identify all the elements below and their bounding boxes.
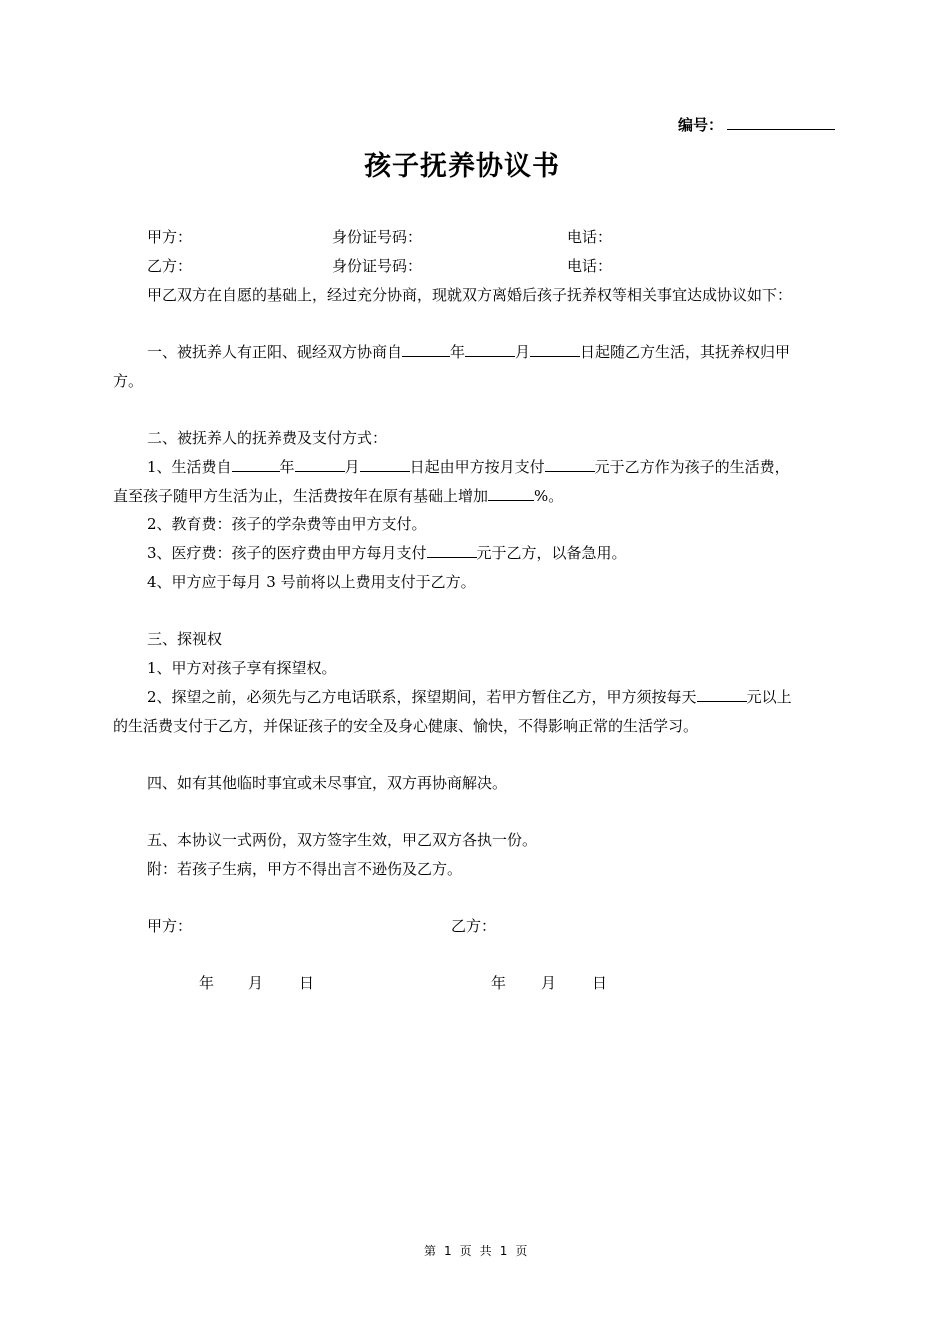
party-b-label: 乙方：	[147, 257, 193, 275]
clause3-item2-b: 元以上	[746, 688, 792, 706]
clause2-item1-month: 月	[344, 458, 360, 476]
clause1-year: 年	[450, 343, 466, 361]
signature-b-month: 月	[541, 974, 557, 992]
clause3-item1: 1、甲方对孩子享有探望权。	[147, 659, 337, 677]
clause2-item2: 2、教育费：孩子的学杂费等由甲方支付。	[147, 515, 427, 533]
clause3-item2	[147, 687, 792, 707]
clause1-day-blank	[530, 342, 580, 357]
clause2-item1-c: 元于乙方作为孩子的生活费，	[594, 458, 790, 476]
footer-total-num: 1	[499, 1244, 508, 1258]
living-fee-day-blank	[360, 457, 410, 472]
clause2-item3	[147, 543, 627, 563]
intro-paragraph: 甲乙双方在自愿的基础上，经过充分协商，现就双方离婚后孩子抚养权等相关事宜达成协议如下：	[147, 286, 793, 304]
clause2-item1-line2-b: %。	[534, 487, 564, 505]
clause2-item1-b: 日起由甲方按月支付	[409, 458, 545, 476]
living-fee-amount-blank	[545, 457, 595, 472]
serial-label: 编号：	[678, 116, 724, 134]
clause3-heading: 三、探视权	[147, 630, 223, 648]
clause1-text-b: 日起随乙方生活，其抚养权归甲	[580, 343, 791, 361]
clause1-text-a: 一、被抚养人有正阳、砚经双方协商自	[147, 343, 403, 361]
signature-a-year: 年	[199, 974, 215, 992]
clause3-item2-line2: 的生活费支付于乙方，并保证孩子的安全及身心健康、愉快，不得影响正常的生活学习。	[113, 717, 699, 735]
clause2-item1	[147, 457, 790, 477]
page-title: 孩子抚养协议书	[364, 151, 560, 182]
clause2-item1-line2	[113, 486, 563, 506]
party-b-id-label: 身份证号码：	[332, 257, 423, 275]
daily-fee-blank	[697, 687, 747, 702]
clause2-item3-b: 元于乙方，以备急用。	[476, 544, 627, 562]
living-fee-month-blank	[295, 457, 345, 472]
clause2-item1-year: 年	[279, 458, 295, 476]
clause2-heading: 二、被抚养人的抚养费及支付方式：	[147, 429, 388, 447]
signature-b-day: 日	[592, 974, 608, 992]
clause1-month: 月	[515, 343, 531, 361]
clause1-line2: 方。	[113, 372, 144, 390]
footer-page-a: 第	[424, 1244, 437, 1258]
appendix: 附：若孩子生病，甲方不得出言不逊伤及乙方。	[147, 860, 463, 878]
serial-blank	[727, 115, 835, 130]
footer-page-num: 1	[444, 1244, 452, 1258]
increase-percent-blank	[488, 486, 534, 501]
party-a-id-label: 身份证号码：	[332, 228, 423, 246]
clause2-item1-line2-a: 直至孩子随甲方生活为止，生活费按年在原有基础上增加	[113, 487, 489, 505]
signature-party-a: 甲方：	[147, 917, 193, 935]
clause2-item3-a: 3、医疗费：孩子的医疗费由甲方每月支付	[147, 544, 427, 562]
clause5: 五、本协议一式两份，双方签字生效，甲乙双方各执一份。	[147, 831, 538, 849]
clause2-item1-a: 1、生活费自	[147, 458, 232, 476]
signature-a-month: 月	[248, 974, 264, 992]
party-a-phone-label: 电话：	[567, 228, 613, 246]
signature-a-day: 日	[299, 974, 315, 992]
signature-b-year: 年	[491, 974, 507, 992]
clause1-year-blank	[402, 342, 450, 357]
clause1-month-blank	[465, 342, 515, 357]
party-a-label: 甲方：	[147, 228, 193, 246]
clause1-line1	[147, 342, 790, 362]
party-b-phone-label: 电话：	[567, 257, 613, 275]
footer-total-a: 共	[479, 1244, 492, 1258]
living-fee-year-blank	[232, 457, 280, 472]
clause3-item2-a: 2、探望之前，必须先与乙方电话联系，探望期间，若甲方暂住乙方，甲方须按每天	[147, 688, 697, 706]
footer-total-b: 页	[515, 1244, 528, 1258]
signature-party-b: 乙方：	[451, 917, 497, 935]
footer-page-b: 页	[459, 1244, 472, 1258]
page-footer	[424, 1242, 535, 1259]
medical-fee-blank	[427, 543, 477, 558]
clause4: 四、如有其他临时事宜或未尽事宜，双方再协商解决。	[147, 774, 508, 792]
clause2-item4: 4、甲方应于每月 3 号前将以上费用支付于乙方。	[147, 573, 476, 591]
serial-number	[678, 114, 835, 135]
